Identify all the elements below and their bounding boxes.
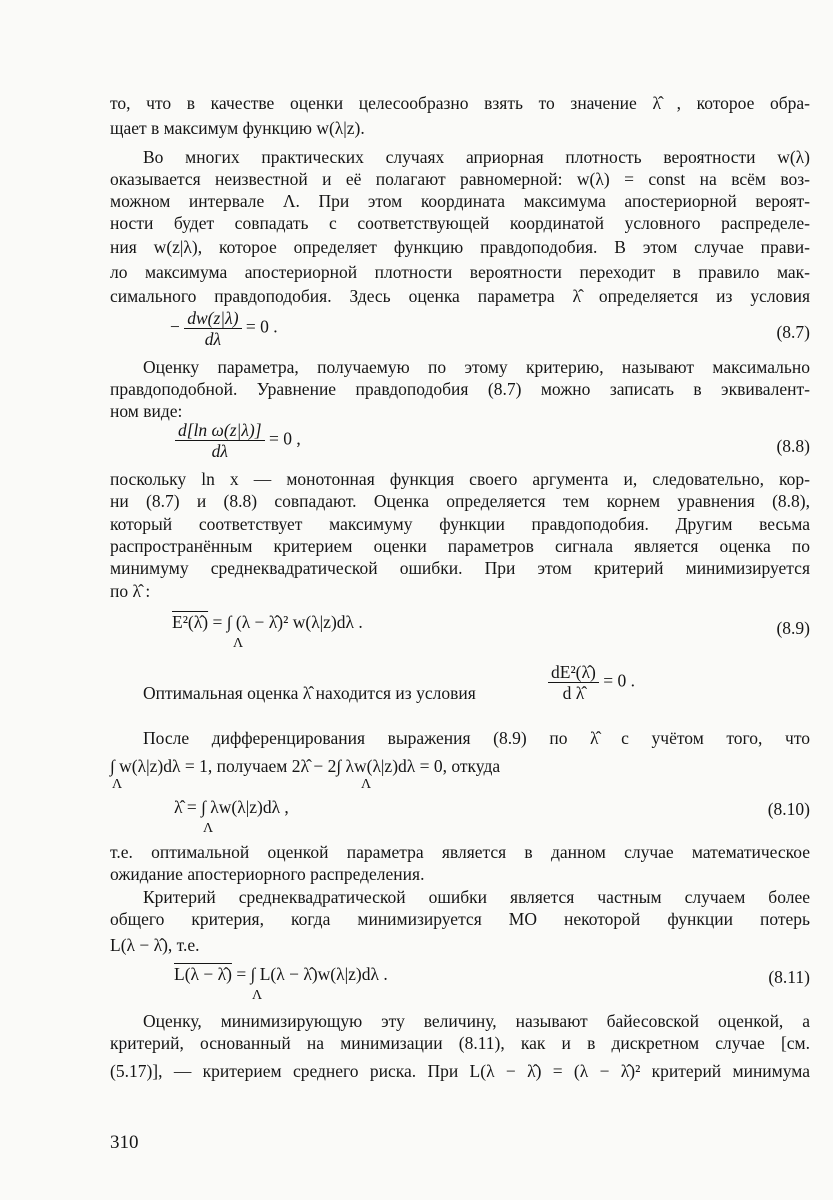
text-line-26: L(λ − λ̂), т.е. — [110, 935, 200, 955]
text-line-25: общего критерия, когда минимизируется МО некоторой функции потерь — [110, 909, 810, 929]
integral-subscript: Λ — [361, 777, 372, 792]
equation-8-11: L(λ − λ̂) = ∫ L(λ − λ̂)w(λ|z)dλ . — [174, 964, 388, 984]
condition-equation: $\frac{\text{dE²(λ̂)}}{\text{d λ̂}}$ = 0 . — [548, 662, 635, 703]
text-line-18: по λ̂ : — [110, 581, 151, 601]
page-number: 310 — [110, 1132, 139, 1153]
text-line-29: (5.17)], — критерием среднего риска. При L(λ − λ̂) = (λ − λ̂)² критерий минимума — [110, 1061, 810, 1081]
integral-subscript: Λ — [112, 777, 123, 792]
text-line-7: ния w(z|λ), которое определяет функцию правдоподобия. В этом случае прави- — [110, 237, 810, 257]
equation-label-8-9: (8.9) — [776, 618, 810, 638]
text-line-2: щает в максимум функцию w(λ|z). — [110, 118, 365, 138]
text-line-28: критерий, основанный на минимизации (8.11), как и в дискретном случае [см. — [110, 1033, 810, 1053]
text-line-5: можном интервале Λ. При этом координата максимума апостериорной вероят- — [110, 191, 810, 211]
text-line-19: Оптимальная оценка λ̂ находится из условия — [143, 683, 476, 703]
fraction: $\frac{dw(z|\lambda)}{d\lambda}$ — [184, 308, 241, 349]
text-line-21: ∫ w(λ|z)dλ = 1, получаем 2λ̂ − 2∫ λw(λ|z)dλ = 0, откуда — [110, 756, 501, 776]
equation-8-9: E²(λ̂) = ∫ (λ − λ̂)² w(λ|z)dλ . — [172, 612, 363, 632]
text-line-17: минимуму среднеквадратической ошибки. При этом критерий минимизируется — [110, 558, 810, 578]
text-line-22: т.е. оптимальной оценкой параметра является в данном случае математическое — [110, 842, 810, 862]
integral-subscript: Λ — [252, 988, 263, 1003]
equation-8-8: $\frac{\text{d[ln ω(z|λ)]}}{d\lambda}$ = 0 , — [175, 420, 301, 461]
text-line-20: После дифференцирования выражения (8.9) по λ̂ с учётом того, что — [143, 728, 810, 748]
integral-subscript: Λ — [203, 821, 214, 836]
text-line-23: ожидание апостериорного распределения. — [110, 864, 425, 884]
text-line-3: Во многих практических случаях априорная плотность вероятности w(λ) — [143, 147, 810, 167]
text-line-16: распространённым критерием оценки параметров сигнала является оценка по — [110, 536, 810, 556]
fraction: $\frac{\text{dE²(λ̂)}}{\text{d λ̂}}$ — [548, 662, 599, 703]
text-line-15: который соответствует максимуму функции правдоподобия. Другим весьма — [110, 514, 810, 534]
text-line-12: ном виде: — [110, 401, 183, 421]
equation-label-8-7: (8.7) — [776, 322, 810, 342]
text-line-8: ло максимума апостериорной плотности вероятности переходит в правило мак- — [110, 262, 810, 282]
text-line-11: правдоподобной. Уравнение правдоподобия (8.7) можно записать в эквивалент- — [110, 379, 810, 399]
equation-8-7: − $\frac{dw(z|\lambda)}{d\lambda}$ = 0 . — [170, 308, 278, 349]
text-line-14: ни (8.7) и (8.8) совпадают. Оценка определяется тем корнем уравнения (8.8), — [110, 491, 810, 511]
text-line-13: поскольку ln x — монотонная функция своего аргумента и, следовательно, кор- — [110, 469, 810, 489]
text-line-24: Критерий среднеквадратической ошибки является частным случаем более — [143, 887, 810, 907]
text-line-27: Оценку, минимизирующую эту величину, называют байесовской оценкой, а — [143, 1011, 810, 1031]
equation-label-8-11: (8.11) — [768, 967, 810, 987]
equation-label-8-8: (8.8) — [776, 436, 810, 456]
text-line-1: то, что в качестве оценки целесообразно взять то значение λ̂ , которое обра- — [110, 93, 810, 113]
equation-8-10: λ̂ = ∫ λw(λ|z)dλ , — [174, 797, 289, 817]
text-line-9: симального правдоподобия. Здесь оценка параметра λ̂ определяется из условия — [110, 286, 810, 306]
text-line-6: ности будет совпадать с соответствующей координатой условного распределе- — [110, 213, 810, 233]
text-line-4: оказывается неизвестной и её полагают равномерной: w(λ) = const на всём воз- — [110, 169, 810, 189]
integral-subscript: Λ — [233, 636, 244, 651]
equation-label-8-10: (8.10) — [767, 799, 810, 819]
text-line-10: Оценку параметра, получаемую по этому критерию, называют максимально — [143, 357, 810, 377]
fraction: $\frac{\text{d[ln ω(z|λ)]}}{d\lambda}$ — [175, 420, 265, 461]
